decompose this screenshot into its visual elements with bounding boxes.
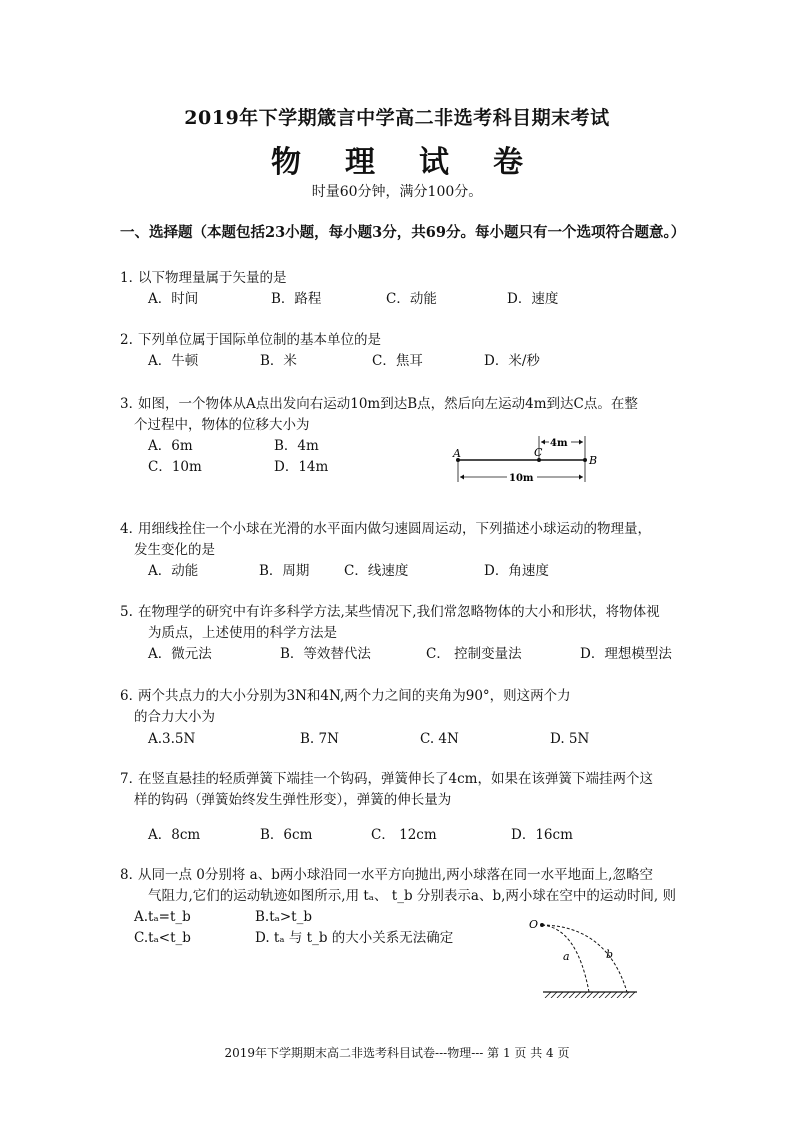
option-c: C．焦耳 bbox=[372, 353, 423, 369]
question-text: 的合力大小为 bbox=[134, 709, 215, 725]
question-text: 发生变化的是 bbox=[134, 542, 215, 558]
option-c: C． 12cm bbox=[371, 827, 437, 843]
subject-char: 物 bbox=[271, 145, 301, 180]
subject-title bbox=[0, 137, 794, 181]
label-c: C bbox=[534, 446, 543, 459]
question-text: 下列单位属于国际单位制的基本单位的是 bbox=[138, 332, 381, 348]
label-10m: 10m bbox=[509, 473, 534, 484]
subject-char: 试 bbox=[419, 145, 449, 180]
option-d: D．16cm bbox=[511, 827, 573, 843]
option-c: C． 控制变量法 bbox=[426, 646, 522, 662]
option-d: D．角速度 bbox=[484, 563, 549, 579]
label-a: a bbox=[563, 950, 570, 963]
option-a: A.tₐ=t_b bbox=[134, 909, 191, 925]
option-a: A．动能 bbox=[148, 563, 199, 579]
option-c: C．动能 bbox=[386, 291, 437, 307]
question-text: 样的钩码（弹簧始终发生弹性形变），弹簧的伸长量为 bbox=[134, 792, 452, 808]
option-b: B．等效替代法 bbox=[280, 646, 371, 662]
section-heading: 一、选择题（本题包括23小题，每小题3分，共69分。每小题只有一个选项符合题意。） bbox=[120, 224, 686, 241]
page-footer: 2019年下学期期末高二非选考科目试卷---物理--- 第 1 页 共 4 页 bbox=[224, 1046, 570, 1060]
option-b: B．路程 bbox=[271, 291, 322, 307]
option-a: A．时间 bbox=[148, 291, 199, 307]
exam-title: 2019年下学期箴言中学高二非选考科目期末考试 bbox=[184, 107, 610, 129]
option-b: B. 7N bbox=[300, 731, 339, 747]
question-number: 5. bbox=[120, 604, 133, 620]
option-d: D. 5N bbox=[550, 731, 590, 747]
option-b: B．米 bbox=[260, 353, 297, 369]
option-b: B．4m bbox=[274, 438, 319, 454]
question-text: 用细线拴住一个小球在光滑的水平面内做匀速圆周运动，下列描述小球运动的物理量， bbox=[138, 521, 651, 537]
option-d: D. tₐ 与 t_b 的大小关系无法确定 bbox=[255, 930, 454, 946]
option-c: C．线速度 bbox=[344, 563, 409, 579]
question-text: 气阻力,它们的运动轨迹如图所示,用 tₐ、 t_b 分别表示a、b,两小球在空中的运动时间, 则 bbox=[148, 888, 676, 904]
option-d: D．米/秒 bbox=[484, 353, 540, 369]
option-b: B．周期 bbox=[259, 563, 310, 579]
trajectory-b bbox=[542, 925, 627, 992]
option-d: D．14m bbox=[274, 459, 329, 475]
question-text: 在物理学的研究中有许多科学方法,某些情况下,我们常忽略物体的大小和形状，将物体视 bbox=[138, 604, 660, 620]
option-a: A．微元法 bbox=[148, 646, 212, 662]
question-number: 6． bbox=[120, 688, 143, 704]
option-a: A．8cm bbox=[148, 827, 201, 843]
option-b: B.tₐ>t_b bbox=[255, 909, 312, 925]
option-a: A.3.5N bbox=[148, 731, 196, 747]
subject-char: 理 bbox=[345, 145, 375, 180]
question-number: 2. bbox=[120, 332, 133, 348]
question-text: 如图，一个物体从A点出发向右运动10m到达B点，然后向左运动4m到达C点。在整 bbox=[138, 396, 638, 412]
question-number: 7． bbox=[120, 771, 143, 787]
question-number: 3． bbox=[120, 396, 143, 412]
question-text: 为质点，上述使用的科学方法是 bbox=[148, 625, 337, 641]
question-text: 以下物理量属于矢量的是 bbox=[138, 270, 287, 286]
option-b: B．6cm bbox=[260, 827, 313, 843]
question-number: 8． bbox=[120, 867, 143, 883]
option-c: C. 4N bbox=[420, 731, 459, 747]
label-b: b bbox=[606, 948, 614, 961]
label-4m: 4m bbox=[550, 438, 568, 449]
question-number: 4． bbox=[120, 521, 143, 537]
question-text: 从同一点 0分别将 a、b两小球沿同一水平方向抛出,两小球落在同一水平地面上,忽略空 bbox=[138, 867, 653, 883]
option-c: C．10m bbox=[148, 459, 202, 475]
question-text: 两个共点力的大小分别为3N和4N,两个力之间的夹角为90°，则这两个力 bbox=[138, 688, 571, 704]
time-info: 时量60分钟，满分100分。 bbox=[311, 184, 483, 200]
ground-hatch bbox=[545, 992, 635, 998]
option-a: A．6m bbox=[148, 438, 193, 454]
option-d: D．理想模型法 bbox=[580, 646, 672, 662]
subject-char: 卷 bbox=[493, 145, 523, 180]
option-a: A．牛顿 bbox=[148, 353, 199, 369]
question-text: 在竖直悬挂的轻质弹簧下端挂一个钩码，弹簧伸长了4cm，如果在该弹簧下端挂两个这 bbox=[138, 771, 653, 787]
projectile-figure bbox=[527, 912, 647, 998]
option-c: C.tₐ<t_b bbox=[134, 930, 191, 946]
question-text: 个过程中，物体的位移大小为 bbox=[134, 417, 310, 433]
displacement-figure bbox=[445, 430, 610, 490]
question-number: 1． bbox=[120, 270, 143, 286]
option-d: D．速度 bbox=[507, 291, 559, 307]
label-a: A bbox=[453, 447, 461, 460]
label-b: B bbox=[589, 454, 598, 467]
point-b bbox=[583, 458, 587, 462]
label-o: O bbox=[529, 918, 539, 931]
